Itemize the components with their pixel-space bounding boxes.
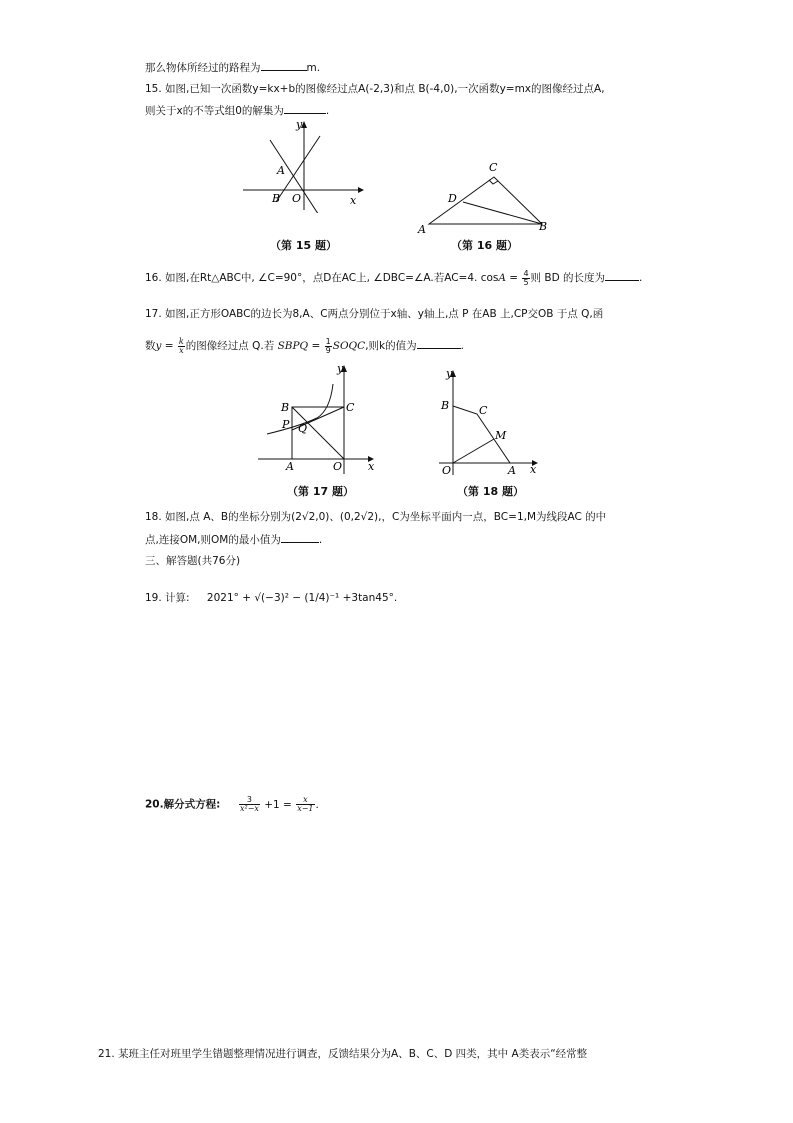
label-x: x — [350, 194, 357, 207]
figure-16-caption: （第 16 题） — [451, 239, 518, 252]
fraction-den: x — [179, 345, 184, 355]
q20-plus: +1 = — [260, 798, 296, 811]
label-M: M — [495, 429, 507, 442]
q17-soqc: SOQC — [332, 340, 366, 352]
section-3-heading: 三、解答题(共76分) — [145, 555, 241, 567]
q17-mid: 的图像经过点 Q.若 — [185, 340, 275, 352]
label-O: O — [333, 460, 343, 473]
q19-label: 19. 计算: — [145, 592, 190, 604]
q14-unit: m. — [306, 62, 321, 74]
fraction-num: 3 — [239, 796, 260, 805]
fraction-4-5 — [522, 270, 529, 287]
figure-18-caption: （第 18 题） — [457, 485, 524, 498]
label-B: B — [272, 192, 281, 205]
fraction-3-over-x2-x — [239, 796, 260, 813]
x-axis-arrow — [358, 187, 364, 193]
answer-blank — [281, 530, 319, 543]
fraction-den: x−1 — [297, 804, 314, 813]
segment-om — [453, 439, 494, 463]
label-A: A — [508, 464, 516, 477]
answer-blank — [417, 336, 461, 349]
q15-line2-text: 则关于x的不等式组0的解集为 — [145, 105, 284, 117]
q16-post: 则 BD 的长度为 — [530, 272, 606, 284]
fraction-num: 1 — [325, 336, 331, 346]
figure-17-caption: （第 17 题） — [287, 485, 354, 498]
fraction-k-x — [178, 338, 185, 355]
label-B: B — [539, 220, 548, 233]
triangle-abc — [429, 177, 542, 224]
q16-angle-A: A — [498, 272, 506, 284]
q17-pre: 数 — [145, 340, 156, 352]
q18-line1: 18. 如图,点 A、B的坐标分别为(2√2,0)、(0,2√2),，C为坐标平面内一点，BC=1,M为线段AC 的中 — [145, 511, 607, 523]
answer-blank — [284, 101, 326, 114]
q18-line2: 点,连接OM,则OM的最小值为 . — [145, 530, 322, 548]
q17-eq2: = — [308, 340, 324, 352]
label-x: x — [368, 460, 375, 473]
label-x: x — [530, 463, 537, 476]
q17-sbpq: SBPQ — [277, 340, 309, 352]
q16-line: 16. 如图,在Rt△ABC中, ∠C=90°，点D在AC上, ∠DBC=∠A.若AC=4. cosA = $\frac{4}{5}$ 则 BD 的长度为 . — [145, 268, 643, 287]
q15-line1: 15. 如图,已知一次函数y=kx+b的图像经过点A(-2,3)和点 B(-4,0),一次函数y=mx的图像经过点A, — [145, 83, 605, 95]
label-O: O — [442, 464, 452, 477]
q14-tail — [145, 58, 320, 76]
q16-cos: cos — [480, 272, 499, 284]
answer-blank — [605, 268, 639, 281]
figure-18 — [436, 367, 546, 479]
figure-17 — [255, 362, 380, 477]
q16-text: 16. 如图,在Rt△ABC中, ∠C=90°，点D在AC上, ∠DBC=∠A.若AC=4. — [145, 272, 478, 284]
q19-expression: 2021° + √(−3)² − (1/4)⁻¹ +3tan45°. — [206, 592, 398, 604]
fraction-num: k — [178, 336, 184, 346]
q17-post: ,则k的值为 — [365, 340, 417, 352]
label-Q: Q — [298, 422, 308, 435]
q15-line2: 则关于x的不等式组0的解集为 . — [145, 101, 329, 119]
fraction-num: x — [296, 796, 314, 805]
fraction-den: 9 — [325, 345, 331, 355]
figure-16 — [412, 158, 552, 236]
label-C: C — [346, 401, 355, 414]
q20-equation — [238, 795, 319, 813]
label-y: y — [296, 118, 303, 131]
label-y: y — [446, 367, 453, 380]
fraction-1-9 — [325, 338, 332, 355]
label-y: y — [337, 362, 344, 375]
label-O: O — [292, 192, 302, 205]
label-A: A — [418, 223, 426, 236]
figure-15 — [238, 118, 368, 213]
q16-eq: = — [505, 272, 522, 284]
label-B: B — [281, 401, 290, 414]
q21-line: 21. 某班主任对班里学生错题整理情况进行调查，反馈结果分为A、B、C、D 四类，其中 A类表示“经常整 — [98, 1048, 588, 1060]
q20-label: 20.解分式方程: — [145, 798, 221, 811]
fraction-num: 4 — [523, 268, 529, 278]
q17-y: y — [155, 340, 162, 352]
right-angle-mark — [489, 180, 498, 184]
label-D: D — [448, 192, 457, 205]
answer-blank — [261, 58, 307, 71]
q18-line2-text: 点,连接OM,则OM的最小值为 — [145, 534, 281, 546]
q19-line — [145, 590, 397, 606]
q17-line2: 数y = $\frac{k}{x}$ 的图像经过点 Q.若 SBPQ = $\frac{1}{9}$ SOQC,则k的值为 . — [145, 336, 464, 355]
figure-15-caption: （第 15 题） — [270, 239, 337, 252]
fraction-x-over-x-1 — [296, 796, 314, 813]
label-C: C — [479, 404, 488, 417]
q14-text: 那么物体所经过的路程为 — [145, 62, 261, 74]
label-A: A — [277, 164, 285, 177]
fraction-den: x²−x — [239, 804, 259, 813]
label-A: A — [286, 460, 294, 473]
q17-eq1: = — [161, 340, 177, 352]
fraction-den: 5 — [523, 277, 529, 287]
label-P: P — [282, 418, 290, 431]
label-B: B — [441, 399, 450, 412]
q20-end: . — [315, 798, 319, 811]
q20-line — [145, 796, 319, 813]
q17-line1: 17. 如图,正方形OABC的边长为8,A、C两点分别位于x轴、y轴上,点 P 在AB 上,CP交OB 于点 Q,函 — [145, 308, 604, 320]
label-C: C — [489, 161, 498, 174]
